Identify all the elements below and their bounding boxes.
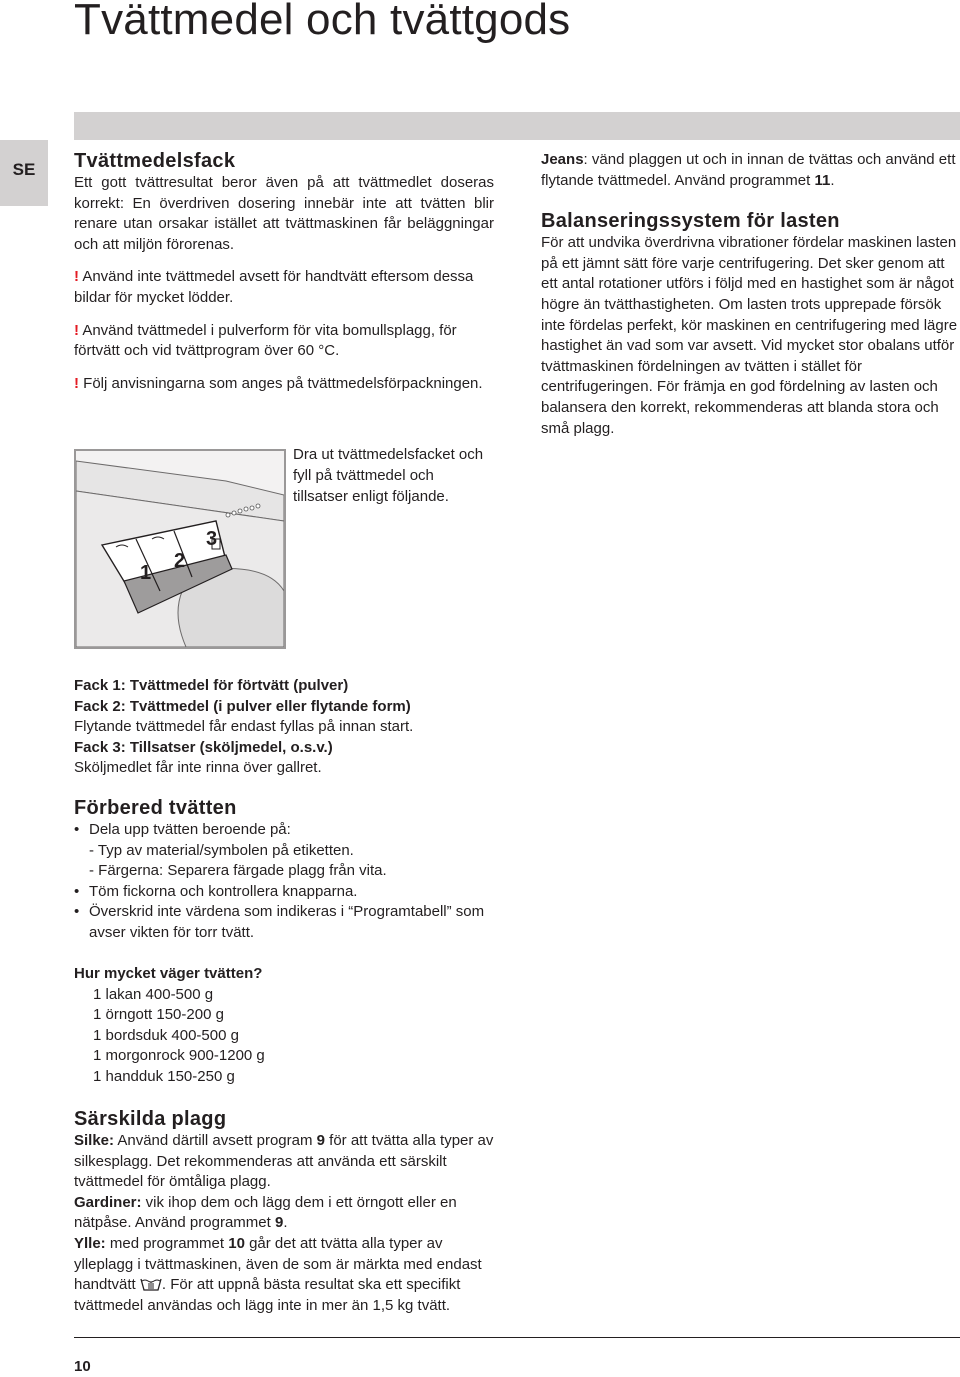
weight-item: 1 lakan 400-500 g xyxy=(93,985,214,1003)
bullet: • xyxy=(74,882,80,900)
list-item-text: Dela upp tvätten beroende på: xyxy=(89,821,291,838)
note-text: Använd tvättmedel i pulverform för vita bomullsplagg, för förtvätt och vid tvättprogram över 60 °C. xyxy=(74,321,457,360)
note-text: Använd inte tvättmedel avsett för handtvätt eftersom dessa bildar för mycket lödder. xyxy=(74,268,474,306)
compartment-3-note: Sköljmedlet får inte rinna över gallret. xyxy=(74,759,322,777)
curtain-program-number: 9 xyxy=(274,1214,284,1232)
note-text: Följ anvisningarna som anges på tvättmedelsförpackningen. xyxy=(79,374,483,392)
prepare-section xyxy=(74,797,494,944)
header-bar xyxy=(74,112,960,140)
jeans-text: : vänd plaggen ut och in innan de tvättas och använd ett flytande tvättmedel. Använd programmet xyxy=(541,151,956,189)
balance-text: För att undvika överdrivna vibrationer fördelar maskinen lasten på ett jämnt sätt före varje centrifugering. Det sker genom att ett antal rotationer utförs i följd med en hastighet som är något högre än tvätthastigheten. Om lasten trots upprepade försök inte fördelas perfekt, kör maskinen en centrifugering med lägre hastighet än vad som var avsett. Vid mycket stor obalans utför tvättmaskinen fördelningen av tvätten i stället för centrifugeringen. För främja en god fördelning av lasten och balansera den korrekt, rekommenderas att blanda stora och små plagg. xyxy=(541,234,958,437)
wool-text: . För att uppnå bästa resultat ska ett specifikt tvättmedel användas och lägg inte in mer än 1,5 kg tvätt. xyxy=(74,1276,461,1314)
drawer-label-1: 1 xyxy=(140,562,152,584)
weights-section xyxy=(74,964,494,1088)
balance-heading: Balanseringssystem för lasten xyxy=(541,210,840,233)
warning-mark: ! xyxy=(74,374,79,392)
list-item-text: Överskrid inte värdena som indikeras i “Programtabell” som avser vikten för torr tvätt. xyxy=(89,903,485,941)
right-column xyxy=(541,150,960,439)
silk-paragraph xyxy=(74,1131,494,1193)
language-tab-label: SE xyxy=(12,160,36,179)
silk-text: Använd därtill avsett program xyxy=(114,1132,317,1149)
drawer-label-3: 3 xyxy=(206,528,218,550)
note-handwash-detergent xyxy=(74,267,494,308)
compartments-section xyxy=(74,676,494,779)
compartment-2-note: Flytande tvättmedel får endast fyllas på innan start. xyxy=(74,718,414,736)
weight-item: 1 bordsduk 400-500 g xyxy=(93,1026,239,1044)
list-item xyxy=(74,882,494,903)
curtain-paragraph xyxy=(74,1193,494,1234)
silk-label: Silke: xyxy=(74,1132,115,1149)
weight-item: 1 handduk 150-250 g xyxy=(93,1067,235,1085)
list-subitem: - Färgerna: Separera färgade plagg från vita. xyxy=(89,862,387,880)
compartment-2: Fack 2: Tvättmedel (i pulver eller flytande form) xyxy=(74,697,411,715)
weight-item: 1 morgonrock 900-1200 g xyxy=(93,1047,265,1065)
jeans-paragraph xyxy=(541,150,960,191)
compartment-1: Fack 1: Tvättmedel för förtvätt (pulver) xyxy=(74,677,349,694)
handwash-icon xyxy=(140,1276,162,1292)
note-follow-instructions xyxy=(74,374,494,395)
wool-program-number: 10 xyxy=(228,1234,245,1252)
list-item-text: Töm fickorna och kontrollera knapparna. xyxy=(89,882,358,900)
jeans-program-number: 11 xyxy=(814,171,831,189)
list-subitem: - Typ av material/symbolen på etiketten. xyxy=(89,841,354,859)
silk-program-number: 9 xyxy=(316,1132,325,1149)
wool-text: går det att tvätta alla typer av ylleplagg i tvättmaskinen, även de som är märkta med endast handtvätt xyxy=(74,1234,482,1294)
warning-mark: ! xyxy=(74,321,79,339)
curtain-label: Gardiner: xyxy=(74,1193,142,1211)
page-number: 10 xyxy=(74,1358,91,1375)
prepare-list xyxy=(74,820,494,944)
list-item xyxy=(74,902,494,943)
special-heading: Särskilda plagg xyxy=(74,1108,227,1130)
warning-mark: ! xyxy=(74,268,79,286)
jeans-label: Jeans xyxy=(541,151,584,168)
weights-heading: Hur mycket väger tvätten? xyxy=(74,965,263,982)
prepare-heading: Förbered tvätten xyxy=(74,797,237,819)
drawer-drawing xyxy=(76,451,284,647)
jeans-text: . xyxy=(830,171,835,189)
drawer-label-2: 2 xyxy=(174,550,186,572)
detergent-section xyxy=(74,150,494,394)
detergent-heading: Tvättmedelsfack xyxy=(74,150,236,172)
detergent-drawer-illustration xyxy=(74,449,286,649)
detergent-intro: Ett gott tvättresultat beror även på att tvättmedlet doseras korrekt: En överdriven dosering innebär inte att tvätten blir renare utan orsakar istället att tvättmaskinen får beläggningar och att miljön förorenas. xyxy=(74,174,494,253)
silk-text: för att tvätta alla typer av silkesplagg. Det rekommenderas att använda ett särskilt tvättmedel för ömtåliga plagg. xyxy=(74,1132,494,1191)
curtain-text: vik ihop dem och lägg dem i ett örngott eller en nätpåse. Använd programmet xyxy=(74,1193,457,1232)
bullet: • xyxy=(74,821,80,838)
wool-label: Ylle: xyxy=(74,1234,106,1252)
illustration-caption: Dra ut tvättmedelsfacket och fyll på tvättmedel och tillsatser enligt följande. xyxy=(293,446,484,505)
wool-paragraph xyxy=(74,1234,494,1316)
wool-text: med programmet xyxy=(105,1234,229,1252)
list-item xyxy=(74,820,494,882)
note-powder-detergent xyxy=(74,321,494,362)
weight-item: 1 örngott 150-200 g xyxy=(93,1006,224,1024)
curtain-text: . xyxy=(283,1214,288,1232)
bullet: • xyxy=(74,903,80,921)
special-section xyxy=(74,1108,494,1316)
footer-rule xyxy=(74,1337,960,1338)
page-title: Tvättmedel och tvättgods xyxy=(74,0,571,44)
compartment-3: Fack 3: Tillsatser (sköljmedel, o.s.v.) xyxy=(74,738,333,756)
